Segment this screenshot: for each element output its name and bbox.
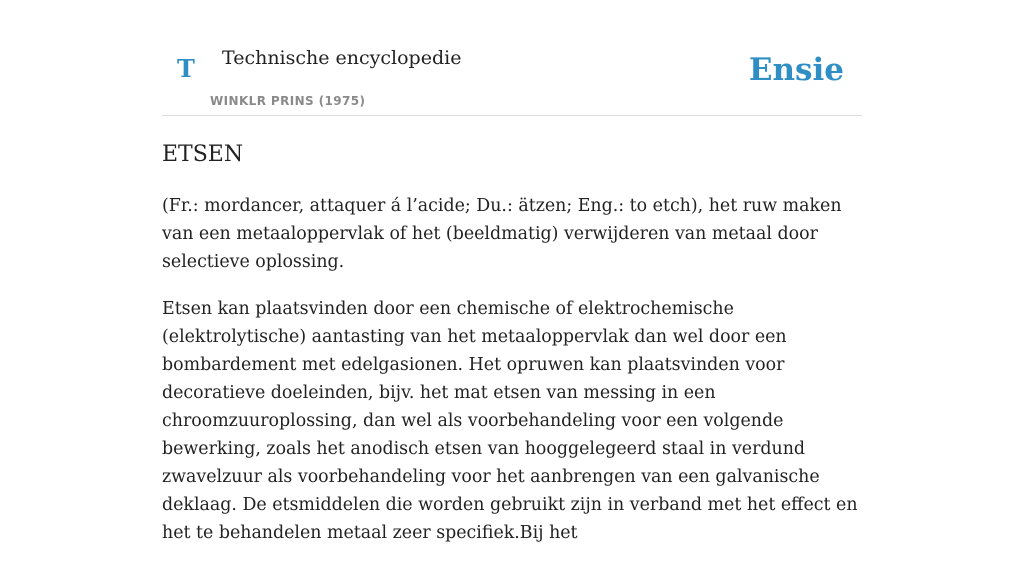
paragraph: Etsen kan plaatsvinden door een chemische of elektrochemische (elektrolytische) aantasting van het metaaloppervlak dan wel door een bombardement met edelgasionen. Het opruwen kan plaatsvinden voor decoratieve doeleinden, bijv. het mat etsen van messing in een chroomzuuroplossing, dan wel als voorbehandeling voor een volgende bewerking, zoals het anodisch etsen van hooggelegeerd staal in verdund zwavelzuur als voorbehandeling voor het aanbrengen van een galvanische deklaag. De etsmiddelen die worden gebruikt zijn in verband met het effect en het te behandelen metaal zeer specifiek.Bij het	[162, 299, 858, 543]
site-logo[interactable]: Ensie	[748, 52, 844, 88]
entry-body	[162, 192, 862, 566]
header	[162, 0, 862, 116]
book-title: Technische encyclopedie	[222, 47, 462, 69]
paragraph: (Fr.: mordancer, attaquer á l’acide; Du.: ätzen; Eng.: to etch), het ruw maken van een metaaloppervlak of het (beeldmatig) verwijderen van metaal door selectieve oplossing.	[162, 196, 842, 272]
book-subtitle: WINKLR PRINS (1975)	[210, 94, 366, 108]
entry-title: ETSEN	[162, 142, 244, 167]
book-logo[interactable]: T	[177, 54, 195, 83]
